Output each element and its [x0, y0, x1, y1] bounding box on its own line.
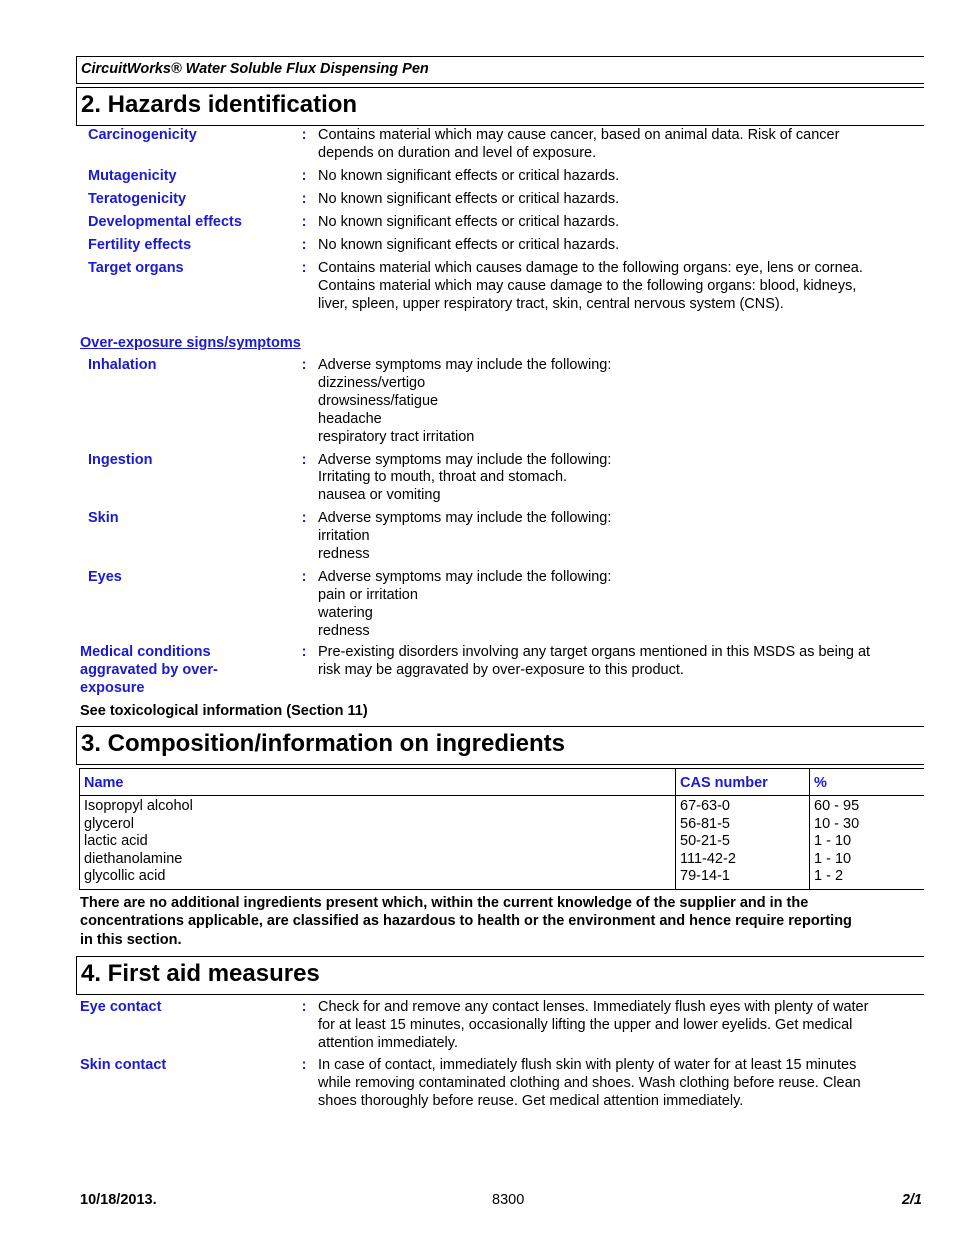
field-row — [76, 167, 924, 185]
field-value — [318, 190, 924, 208]
ingredient-name: Isopropyl alcohol — [84, 798, 193, 815]
field-label — [76, 569, 290, 641]
field-value-line: Contains material which may cause damage to the following organs: blood, kidneys, — [318, 278, 857, 294]
field-colon: : — [301, 999, 307, 1016]
footer-code: 8300 — [492, 1192, 525, 1208]
section-3-title: 3. Composition/information on ingredients — [76, 726, 924, 765]
field-value-line: Adverse symptoms may include the following: — [318, 510, 612, 527]
field-value — [318, 213, 924, 231]
field-label-line: Developmental effects — [88, 214, 242, 230]
field-label-line: Eyes — [88, 568, 122, 585]
field-colon: : — [301, 451, 307, 468]
field-value-line: Irritating to mouth, throat and stomach. — [318, 469, 568, 486]
ingredients-table — [79, 768, 924, 890]
ingredient-cas-numbers — [676, 796, 810, 890]
field-row — [76, 190, 924, 208]
field-label-line: Skin contact — [80, 1057, 167, 1074]
field-value — [318, 510, 924, 564]
field-value-line: No known significant effects or critical hazards. — [318, 168, 620, 184]
field-row — [76, 998, 924, 1052]
field-value-line: shoes thoroughly before reuse. Get medical attention immediately. — [318, 1093, 744, 1110]
ingredient-percent: 1 - 10 — [814, 850, 852, 867]
field-value-line: Pre-existing disorders involving any target organs mentioned in this MSDS as being at — [318, 643, 871, 660]
section-2-title: 2. Hazards identification — [76, 87, 924, 126]
field-value-line: redness — [318, 622, 370, 639]
field-colon: : — [301, 1057, 307, 1074]
field-label — [76, 643, 290, 697]
field-row — [76, 126, 924, 162]
footer-date: 10/18/2013. — [80, 1192, 157, 1208]
field-row — [76, 510, 924, 564]
medical-conditions-row — [76, 643, 924, 697]
field-value — [318, 259, 924, 313]
field-value-line: Check for and remove any contact lenses. Immediately flush eyes with plenty of water — [318, 999, 869, 1016]
ingredients-note — [76, 894, 924, 950]
field-value-line: headache — [318, 410, 382, 427]
field-label — [76, 126, 290, 162]
field-label-line: Carcinogenicity — [88, 127, 197, 143]
field-label-line: Target organs — [88, 260, 184, 276]
ingredient-name: lactic acid — [84, 833, 148, 850]
column-percent: % — [810, 769, 925, 796]
symptoms-list — [76, 357, 924, 641]
field-value-line: In case of contact, immediately flush skin with plenty of water for at least 15 minutes — [318, 1057, 857, 1074]
field-label — [76, 236, 290, 254]
field-value-line: liver, spleen, upper respiratory tract, skin, central nervous system (CNS). — [318, 296, 784, 312]
ingredient-cas: 56-81-5 — [680, 815, 730, 832]
ingredient-percent: 60 - 95 — [814, 798, 860, 815]
column-name: Name — [80, 769, 676, 796]
field-value-line: No known significant effects or critical hazards. — [318, 237, 620, 253]
field-value-line: Adverse symptoms may include the following: — [318, 568, 612, 585]
field-label-line: Mutagenicity — [88, 168, 177, 184]
document-page — [76, 56, 924, 1110]
field-row — [76, 357, 924, 447]
field-value-line: risk may be aggravated by over-exposure to this product. — [318, 661, 684, 678]
field-colon: : — [301, 237, 307, 253]
field-label — [76, 998, 290, 1052]
ingredients-note-line: in this section. — [80, 931, 182, 948]
field-value-line: watering — [318, 604, 373, 621]
field-value — [318, 167, 924, 185]
field-value-line: Contains material which may cause cancer, based on animal data. Risk of cancer — [318, 127, 840, 143]
ingredient-cas: 111-42-2 — [680, 850, 736, 867]
field-label-line: Medical conditions — [80, 643, 211, 660]
field-label — [76, 213, 290, 231]
ingredient-percentages — [810, 796, 925, 890]
overexposure-heading[interactable]: Over-exposure signs/symptoms — [80, 335, 301, 351]
field-colon: : — [301, 214, 307, 230]
field-value — [318, 236, 924, 254]
product-header: CircuitWorks® Water Soluble Flux Dispensing Pen — [76, 56, 924, 84]
field-value-line: pain or irritation — [318, 586, 418, 603]
field-row — [76, 259, 924, 313]
field-value-line: No known significant effects or critical hazards. — [318, 214, 620, 230]
ingredient-cas: 67-63-0 — [680, 798, 730, 815]
field-value — [318, 357, 924, 447]
ingredient-percent: 10 - 30 — [814, 815, 860, 832]
field-label-line: Skin — [88, 510, 119, 527]
field-label — [76, 190, 290, 208]
ingredient-name: glycerol — [84, 815, 134, 832]
field-value-line: while removing contaminated clothing and shoes. Wash clothing before reuse. Clean — [318, 1075, 861, 1092]
field-row — [76, 643, 924, 697]
field-row — [76, 213, 924, 231]
table-row — [80, 796, 925, 890]
field-value-line: Adverse symptoms may include the following: — [318, 451, 612, 468]
field-label-line: aggravated by over- — [80, 661, 218, 678]
field-colon: : — [301, 643, 307, 660]
footer-page-number: 2/1 — [901, 1192, 922, 1208]
field-row — [76, 569, 924, 641]
field-colon: : — [301, 191, 307, 207]
ingredient-name: diethanolamine — [84, 850, 183, 867]
field-label — [76, 452, 290, 506]
field-label-line: Fertility effects — [88, 237, 192, 253]
ingredient-names — [80, 796, 676, 890]
toxicology-note: See toxicological information (Section 11) — [80, 702, 368, 719]
field-colon: : — [301, 568, 307, 585]
field-value-line: nausea or vomiting — [318, 487, 441, 504]
field-row — [76, 452, 924, 506]
field-label-line: Teratogenicity — [88, 191, 187, 207]
field-label-line: Eye contact — [80, 999, 162, 1016]
ingredient-percent: 1 - 10 — [814, 833, 852, 850]
ingredient-cas: 79-14-1 — [680, 868, 730, 885]
field-value-line: depends on duration and level of exposure. — [318, 145, 597, 161]
field-value — [318, 452, 924, 506]
field-value — [318, 569, 924, 641]
field-value-line: respiratory tract irritation — [318, 428, 475, 445]
field-value — [318, 126, 924, 162]
field-value-line: irritation — [318, 528, 370, 545]
field-colon: : — [301, 260, 307, 276]
field-value-line: No known significant effects or critical hazards. — [318, 191, 620, 207]
field-value — [318, 643, 924, 697]
field-value-line: drowsiness/fatigue — [318, 392, 439, 409]
ingredient-cas: 50-21-5 — [680, 833, 730, 850]
field-label — [76, 167, 290, 185]
ingredients-note-line: concentrations applicable, are classified as hazardous to health or the environment and hence require reporting — [80, 913, 852, 930]
field-colon: : — [301, 127, 307, 143]
section-4-title: 4. First aid measures — [76, 956, 924, 995]
field-colon: : — [301, 357, 307, 373]
field-row — [76, 1056, 924, 1110]
ingredient-percent: 1 - 2 — [814, 868, 844, 885]
table-header-row — [80, 769, 925, 796]
field-value-line: attention immediately. — [318, 1035, 458, 1052]
field-value-line: Contains material which causes damage to the following organs: eye, lens or cornea. — [318, 260, 863, 276]
field-value — [318, 1056, 924, 1110]
field-value-line: redness — [318, 546, 370, 563]
hazards-list — [76, 126, 924, 313]
field-colon: : — [301, 510, 307, 527]
field-value-line: dizziness/vertigo — [318, 374, 426, 391]
field-label — [76, 1056, 290, 1110]
field-value — [318, 998, 924, 1052]
field-label-line: exposure — [80, 679, 145, 696]
ingredient-name: glycollic acid — [84, 868, 166, 885]
field-label — [76, 357, 290, 447]
field-value-line: for at least 15 minutes, occasionally lifting the upper and lower eyelids. Get medical — [318, 1017, 853, 1034]
first-aid-list — [76, 995, 924, 1110]
field-label-line: Inhalation — [88, 357, 157, 373]
field-label-line: Ingestion — [88, 451, 153, 468]
field-label — [76, 259, 290, 313]
ingredients-note-line: There are no additional ingredients present which, within the current knowledge of the supplier and in the — [80, 894, 809, 911]
field-value-line: Adverse symptoms may include the following: — [318, 357, 612, 373]
column-cas: CAS number — [676, 769, 810, 796]
field-colon: : — [301, 168, 307, 184]
field-label — [76, 510, 290, 564]
field-row — [76, 236, 924, 254]
